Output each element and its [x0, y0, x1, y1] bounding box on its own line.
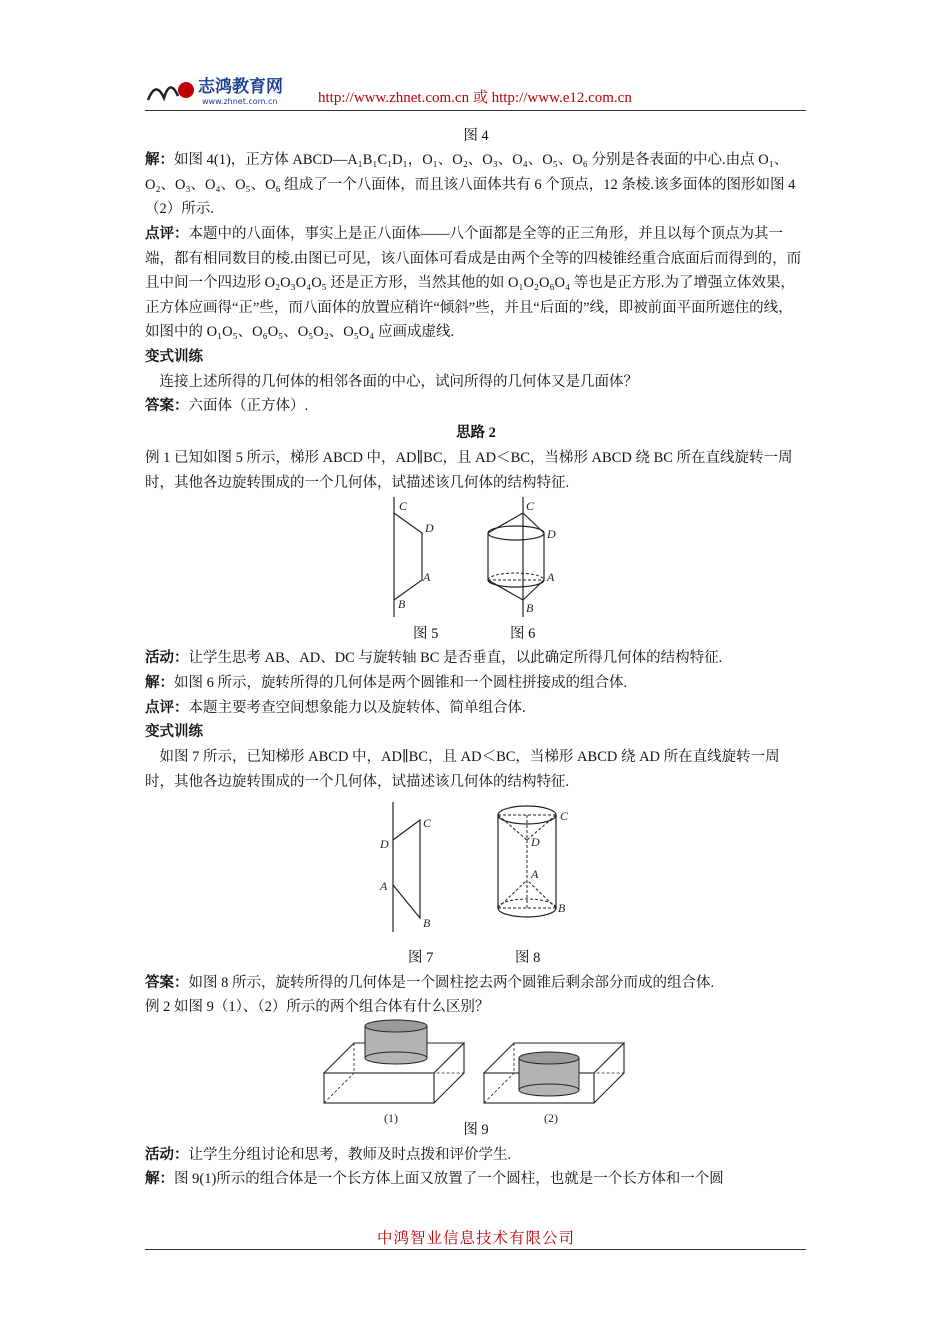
label-solution: 解： — [145, 675, 174, 691]
label-B: B — [398, 597, 406, 611]
paragraph-answer-1 — [145, 394, 807, 419]
paragraph-solution-1 — [145, 148, 807, 222]
label-A: A — [531, 867, 539, 881]
label-D: D — [425, 521, 434, 535]
figure-7 — [375, 800, 445, 935]
logo-url: www.zhnet.com.cn — [202, 97, 278, 106]
paragraph-solution-2: 解：如图 6 所示，旋转所得的几何体是两个圆锥和一个圆柱拼接成的组合体. — [145, 675, 628, 691]
header-links[interactable]: http://www.zhnet.com.cn 或 http://www.e12.com.cn — [318, 90, 632, 106]
label-D: D — [547, 527, 556, 541]
paragraph-solution-3: 解：图 9(1)所示的组合体是一个长方体上面又放置了一个圆柱，也就是一个长方体和一个圆 — [145, 1171, 724, 1187]
figure-8 — [492, 800, 582, 935]
label-comment: 点评： — [145, 226, 189, 242]
paragraph-comment-2: 点评：本题主要考查空间想象能力以及旋转体、简单组合体. — [145, 700, 526, 716]
fig9-sub1: (1) — [384, 1111, 398, 1125]
label-answer: 答案： — [145, 398, 189, 414]
label-activity: 活动： — [145, 650, 189, 666]
answer-text: 六面体（正方体）. — [188, 398, 309, 414]
label-comment: 点评： — [145, 700, 189, 716]
label-A: A — [380, 879, 388, 893]
fig6-caption: 图 6 — [510, 626, 536, 642]
label-C: C — [560, 809, 569, 823]
heading-variant-2: 变式训练 — [145, 724, 203, 740]
figure-5 — [380, 495, 450, 620]
label-solution: 解： — [145, 152, 174, 168]
paragraph-activity-2: 活动：让学生分组讨论和思考，教师及时点拨和评价学生. — [145, 1147, 512, 1163]
variant-1-question: 连接上述所得的几何体的相邻各面的中心，试问所得的几何体又是几面体？ — [159, 374, 638, 390]
paragraph-comment-1 — [145, 222, 807, 345]
header-divider — [145, 110, 806, 111]
fig7-caption: 图 7 — [408, 950, 434, 966]
fig9-caption: 图 9 — [463, 1122, 489, 1138]
label-activity: 活动： — [145, 1147, 189, 1163]
fig4-caption: 图 4 — [463, 128, 489, 144]
example-1-text: 例 1 已知如图 5 所示，梯形 ABCD 中，AD∥BC，且 AD＜BC，当梯形 ABCD 绕 BC 所在直线旋转一周时，其他各边旋转围成的一个几何体，试描述该几何体的结构特征. — [145, 450, 793, 491]
fig8-caption: 图 8 — [515, 950, 541, 966]
logo-text: 志鸿教育网 — [198, 77, 283, 97]
label-C: C — [423, 816, 432, 830]
label-C: C — [399, 499, 408, 513]
example-2-text: 例 2 如图 9（1）、（2）所示的两个组合体有什么区别？ — [145, 999, 490, 1015]
label-A: A — [547, 570, 555, 584]
label-C: C — [526, 499, 535, 513]
label-solution: 解： — [145, 1171, 174, 1187]
fig5-caption: 图 5 — [413, 626, 439, 642]
figure-6 — [480, 495, 570, 620]
fig9-sub2: (2) — [544, 1111, 558, 1125]
paragraph-activity-1: 活动：让学生思考 AB、AD、DC 与旋转轴 BC 是否垂直，以此确定所得几何体的结构特征. — [145, 650, 723, 666]
variant-2-question: 如图 7 所示，已知梯形 ABCD 中，AD∥BC，且 AD＜BC，当梯形 ABCD 绕 AD 所在直线旋转一周时，其他各边旋转围成的一个几何体，试描述该几何体的结构特征. — [145, 749, 780, 790]
paragraph-answer-2: 答案：如图 8 所示，旋转所得的几何体是一个圆柱挖去两个圆锥后剩余部分而成的组合体. — [145, 975, 715, 991]
comment-text: 本题中的八面体，事实上是正八面体——八个面都是全等的正三角形，并且以每个顶点为其一端，都有相同数目的棱.由图已可见，该八面体可看成是由两个全等的四棱锥经重合底面后而得到的，而且中间一个四边形 O₂O₃O₄O₅ 还是正方形，当然其他的如 O₁O₂O₆O₄ 等也是正方形.为了增强立体效果，正方体应画得“正”些，而八面体的放置应稍许“倾斜”些，并且“后面的”线，即被前面平面所遮住的线，如图中的 O₁O₅、O₆O₅、O₅O₂、O₅O₄ 应画成虚线. — [145, 226, 802, 340]
solution-text: 如图 4(1)，正方体 ABCD—A₁B₁C₁D₁，O₁、O₂、O₃、O₄、O₅、O₆ 分别是各表面的中心.由点 O₁、O₂、O₃、O₄、O₅、O₆ 组成了一个八面体，而且该八面体共有 6 个顶点，12 条棱.该多面体的图形如图 4（2）所示. — [145, 152, 796, 217]
label-D: D — [531, 835, 540, 849]
heading-approach-2: 思路 2 — [456, 425, 496, 441]
zhnet-logo — [146, 70, 316, 112]
footer-company: 中鸿智业信息技术有限公司 — [376, 1230, 575, 1247]
footer-divider — [145, 1249, 806, 1250]
heading-variant-1: 变式训练 — [145, 349, 203, 365]
label-answer: 答案： — [145, 975, 189, 991]
label-B: B — [526, 601, 534, 615]
label-A: A — [423, 570, 431, 584]
figure-9 — [318, 1018, 638, 1128]
label-D: D — [380, 837, 389, 851]
label-B: B — [558, 901, 566, 915]
label-B: B — [423, 916, 431, 930]
